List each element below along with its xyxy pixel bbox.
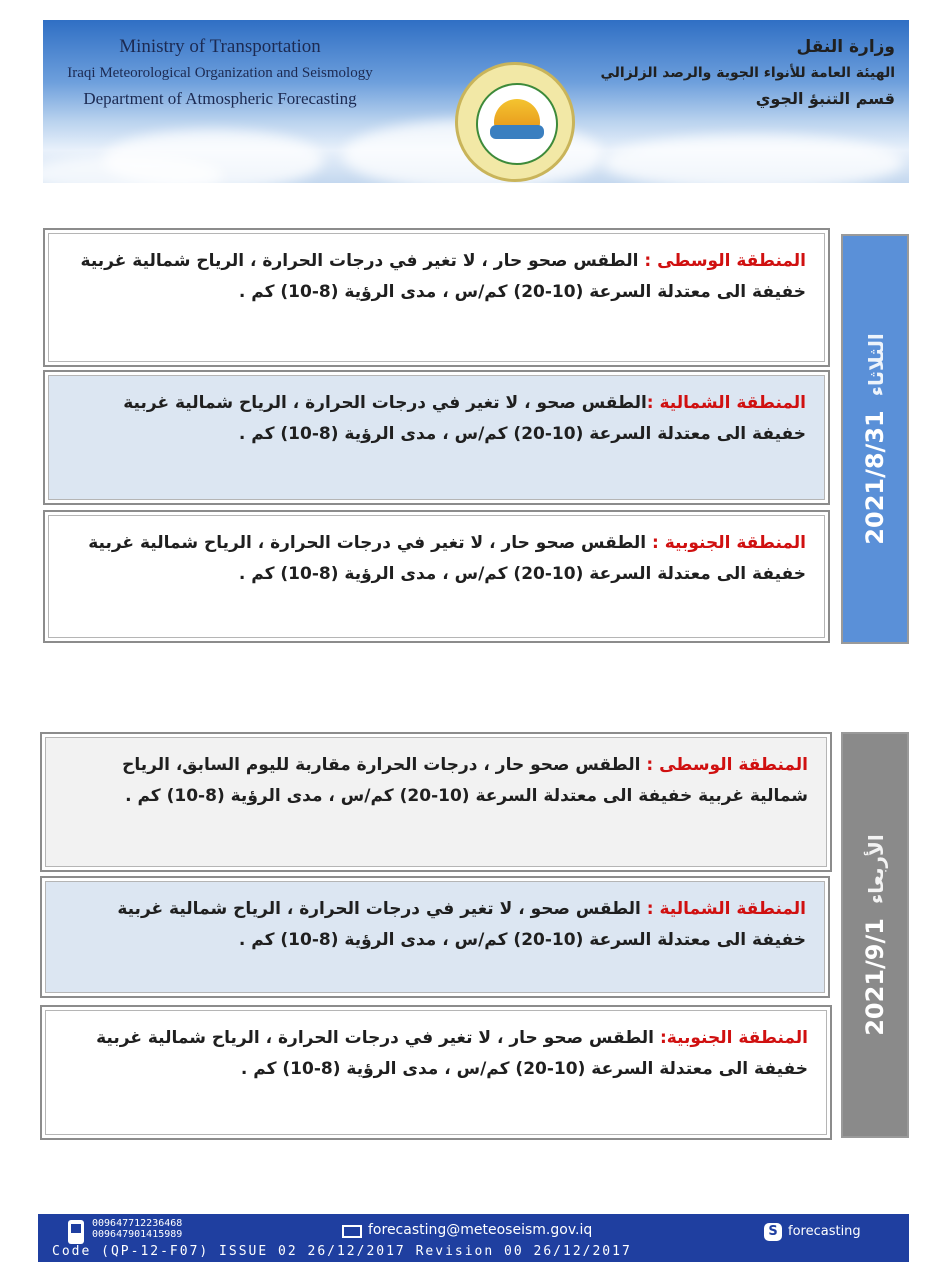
forecast-text: [62, 894, 806, 956]
region-label: المنطقة الشمالية :: [646, 899, 806, 919]
forecast-body: الطقس صحو ، لا تغير في درجات الحرارة ، الرياح شمالية غربية خفيفة الى معتدلة السرعة (10-20) كم/س ، مدى الرؤية (8-10) كم .: [117, 899, 806, 950]
department-name-en: Department of Atmospheric Forecasting: [83, 89, 357, 108]
ministry-name-ar: وزارة النقل: [796, 37, 895, 57]
department-name-ar: قسم التنبؤ الجوي: [755, 89, 895, 108]
email-link[interactable]: forecasting@meteoseism.gov.iq: [368, 1222, 593, 1238]
forecast-box-south-day1: [43, 510, 830, 643]
forecast-box-south-day2: [40, 1005, 832, 1140]
forecast-body: الطقس صحو حار ، درجات الحرارة مقاربة لليوم السابق، الرياح شمالية غربية خفيفة الى معتدلة السرعة (10-20) كم/س ، مدى الرؤية (8-10) كم .: [122, 755, 808, 806]
date-label: 2021/9/1: [861, 918, 889, 1036]
forecast-body: الطقس صحو حار ، لا تغير في درجات الحرارة ، الرياح شمالية غربية خفيفة الى معتدلة السرعة (10-20) كم/س ، مدى الرؤية (8-10) كم .: [88, 533, 806, 584]
phone-icon: [68, 1220, 84, 1244]
forecast-text: [65, 388, 806, 450]
region-label: المنطقة الشمالية :: [646, 393, 806, 413]
header-arabic-text: [535, 34, 895, 112]
document-code: Code (QP-12-F07) ISSUE 02 26/12/2017 Revision 00 26/12/2017: [52, 1244, 632, 1259]
organization-name-en: Iraqi Meteorological Organization and Seismology: [67, 65, 373, 81]
forecast-text: [62, 1023, 808, 1085]
forecast-box-north-day2: [40, 876, 830, 998]
organization-name-ar: الهيئة العامة للأنواء الجوية والرصد الزلزالي: [600, 65, 895, 81]
region-label: المنطقة الجنوبية :: [652, 533, 806, 553]
skype-icon: S: [764, 1223, 782, 1241]
forecast-box-north-day1: [43, 370, 830, 505]
email-icon: [342, 1225, 362, 1238]
date-sidebar-day1: [841, 234, 909, 644]
phone-number-2: 009647901415989: [92, 1229, 183, 1240]
forecast-box-central-day1: [43, 228, 830, 367]
region-label: المنطقة الوسطى :: [646, 755, 808, 775]
header-english-text: [55, 34, 385, 112]
forecast-text: [62, 750, 808, 812]
phone-numbers: [92, 1218, 182, 1240]
skype-handle[interactable]: forecasting: [788, 1224, 861, 1239]
date-sidebar-day2: [841, 732, 909, 1138]
day-name: الأربعاء: [864, 834, 888, 905]
header-banner: [43, 20, 909, 183]
ministry-name-en: Ministry of Transportation: [119, 36, 321, 57]
forecast-body: الطقس صحو ، لا تغير في درجات الحرارة ، الرياح شمالية غربية خفيفة الى معتدلة السرعة (10-20) كم/س ، مدى الرؤية (8-10) كم .: [123, 393, 806, 444]
forecast-box-central-day2: [40, 732, 832, 872]
forecast-body: الطقس صحو حار ، لا تغير في درجات الحرارة ، الرياح شمالية غربية خفيفة الى معتدلة السرعة (10-20) كم/س ، مدى الرؤية (8-10) كم .: [96, 1028, 808, 1079]
footer-bar: [38, 1214, 909, 1262]
region-label: المنطقة الجنوبية:: [659, 1028, 808, 1048]
day-name: الثلاثاء: [864, 333, 888, 397]
forecast-text: [65, 246, 806, 308]
region-label: المنطقة الوسطى :: [644, 251, 806, 271]
forecast-body: الطقس صحو حار ، لا تغير في درجات الحرارة ، الرياح شمالية غربية خفيفة الى معتدلة السرعة (10-20) كم/س ، مدى الرؤية (8-10) كم .: [80, 251, 806, 302]
date-label: 2021/8/31: [861, 410, 889, 545]
phone-number-1: 009647712236468: [92, 1218, 183, 1229]
forecast-text: [65, 528, 806, 590]
